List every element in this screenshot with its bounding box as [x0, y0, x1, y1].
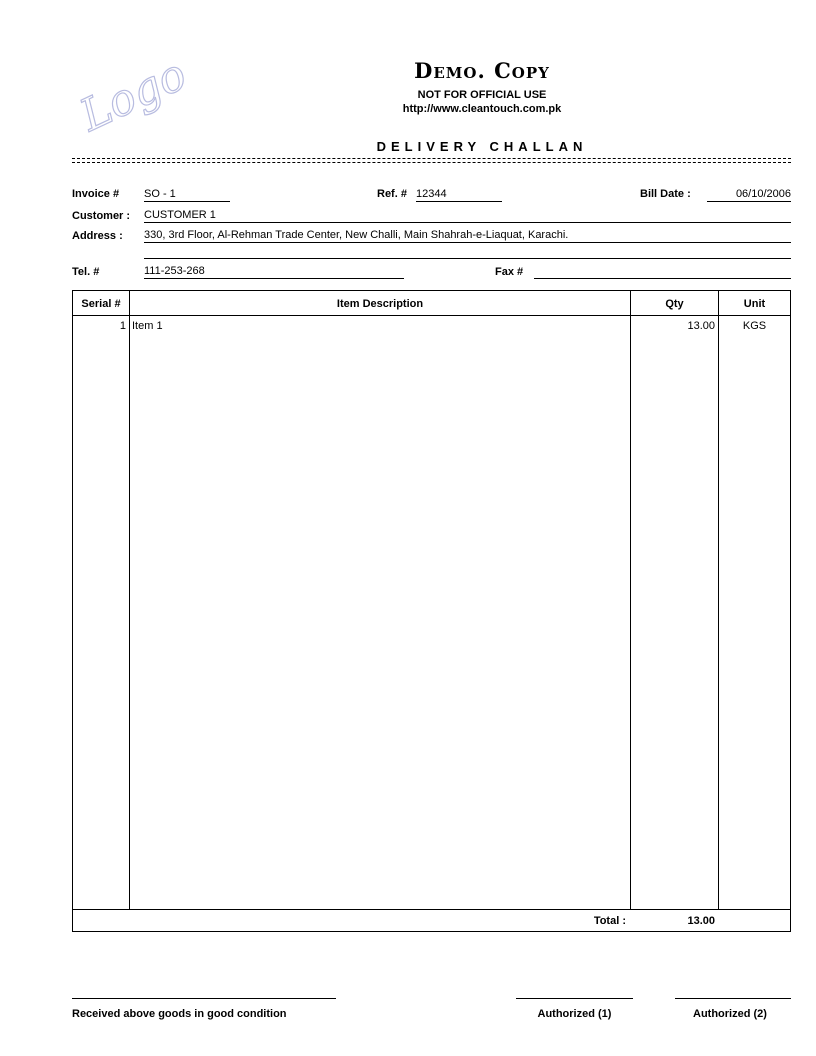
items-table [72, 290, 791, 932]
row-unit: KGS [742, 320, 767, 332]
ref-value: 12344 [416, 187, 502, 202]
tel-label: Tel. # [72, 266, 100, 278]
invoice-value: SO - 1 [144, 187, 230, 202]
customer-value: CUSTOMER 1 [144, 208, 791, 223]
header-row-divider [73, 315, 790, 316]
total-row-divider [73, 909, 790, 910]
received-label: Received above goods in good condition [72, 1008, 287, 1020]
row-serial: 1 [119, 320, 126, 332]
total-label: Total : [593, 915, 626, 927]
tel-value: 111-253-268 [144, 264, 404, 279]
received-signature-line [72, 998, 336, 999]
col-divider-serial [129, 291, 130, 909]
col-divider-qty [718, 291, 719, 909]
bill-date-value: 06/10/2006 [707, 187, 791, 202]
authorized2-label: Authorized (2) [693, 1008, 767, 1020]
col-header-qty: Qty [665, 298, 684, 310]
document-title: DELIVERY CHALLAN [376, 139, 588, 154]
header-divider [72, 158, 791, 163]
total-qty: 13.00 [687, 915, 715, 927]
authorized2-signature-line [675, 998, 791, 999]
col-header-description: Item Description [336, 298, 424, 310]
col-header-serial: Serial # [81, 298, 121, 310]
ref-label: Ref. # [377, 188, 407, 200]
customer-label: Customer : [72, 210, 131, 222]
not-official-notice: NOT FOR OFFICIAL USE [417, 89, 547, 101]
website-url: http://www.cleantouch.com.pk [402, 103, 562, 115]
address-label: Address : [72, 230, 123, 242]
col-header-unit: Unit [743, 298, 766, 310]
bill-date-label: Bill Date : [640, 188, 691, 200]
address-line-2 [144, 258, 791, 259]
authorized1-signature-line [516, 998, 633, 999]
company-logo [70, 48, 195, 142]
address-value: 330, 3rd Floor, Al-Rehman Trade Center, New Challi, Main Shahrah-e-Liaquat, Karachi. [144, 228, 791, 243]
row-qty: 13.00 [687, 320, 715, 332]
col-divider-description [630, 291, 631, 909]
row-description: Item 1 [132, 320, 163, 332]
fax-label: Fax # [495, 266, 524, 278]
svg-text:Logo: Logo [72, 48, 195, 142]
demo-copy-title: Demo. Copy [414, 58, 550, 83]
authorized1-label: Authorized (1) [537, 1008, 612, 1020]
invoice-label: Invoice # [72, 188, 120, 200]
fax-value [534, 264, 791, 279]
